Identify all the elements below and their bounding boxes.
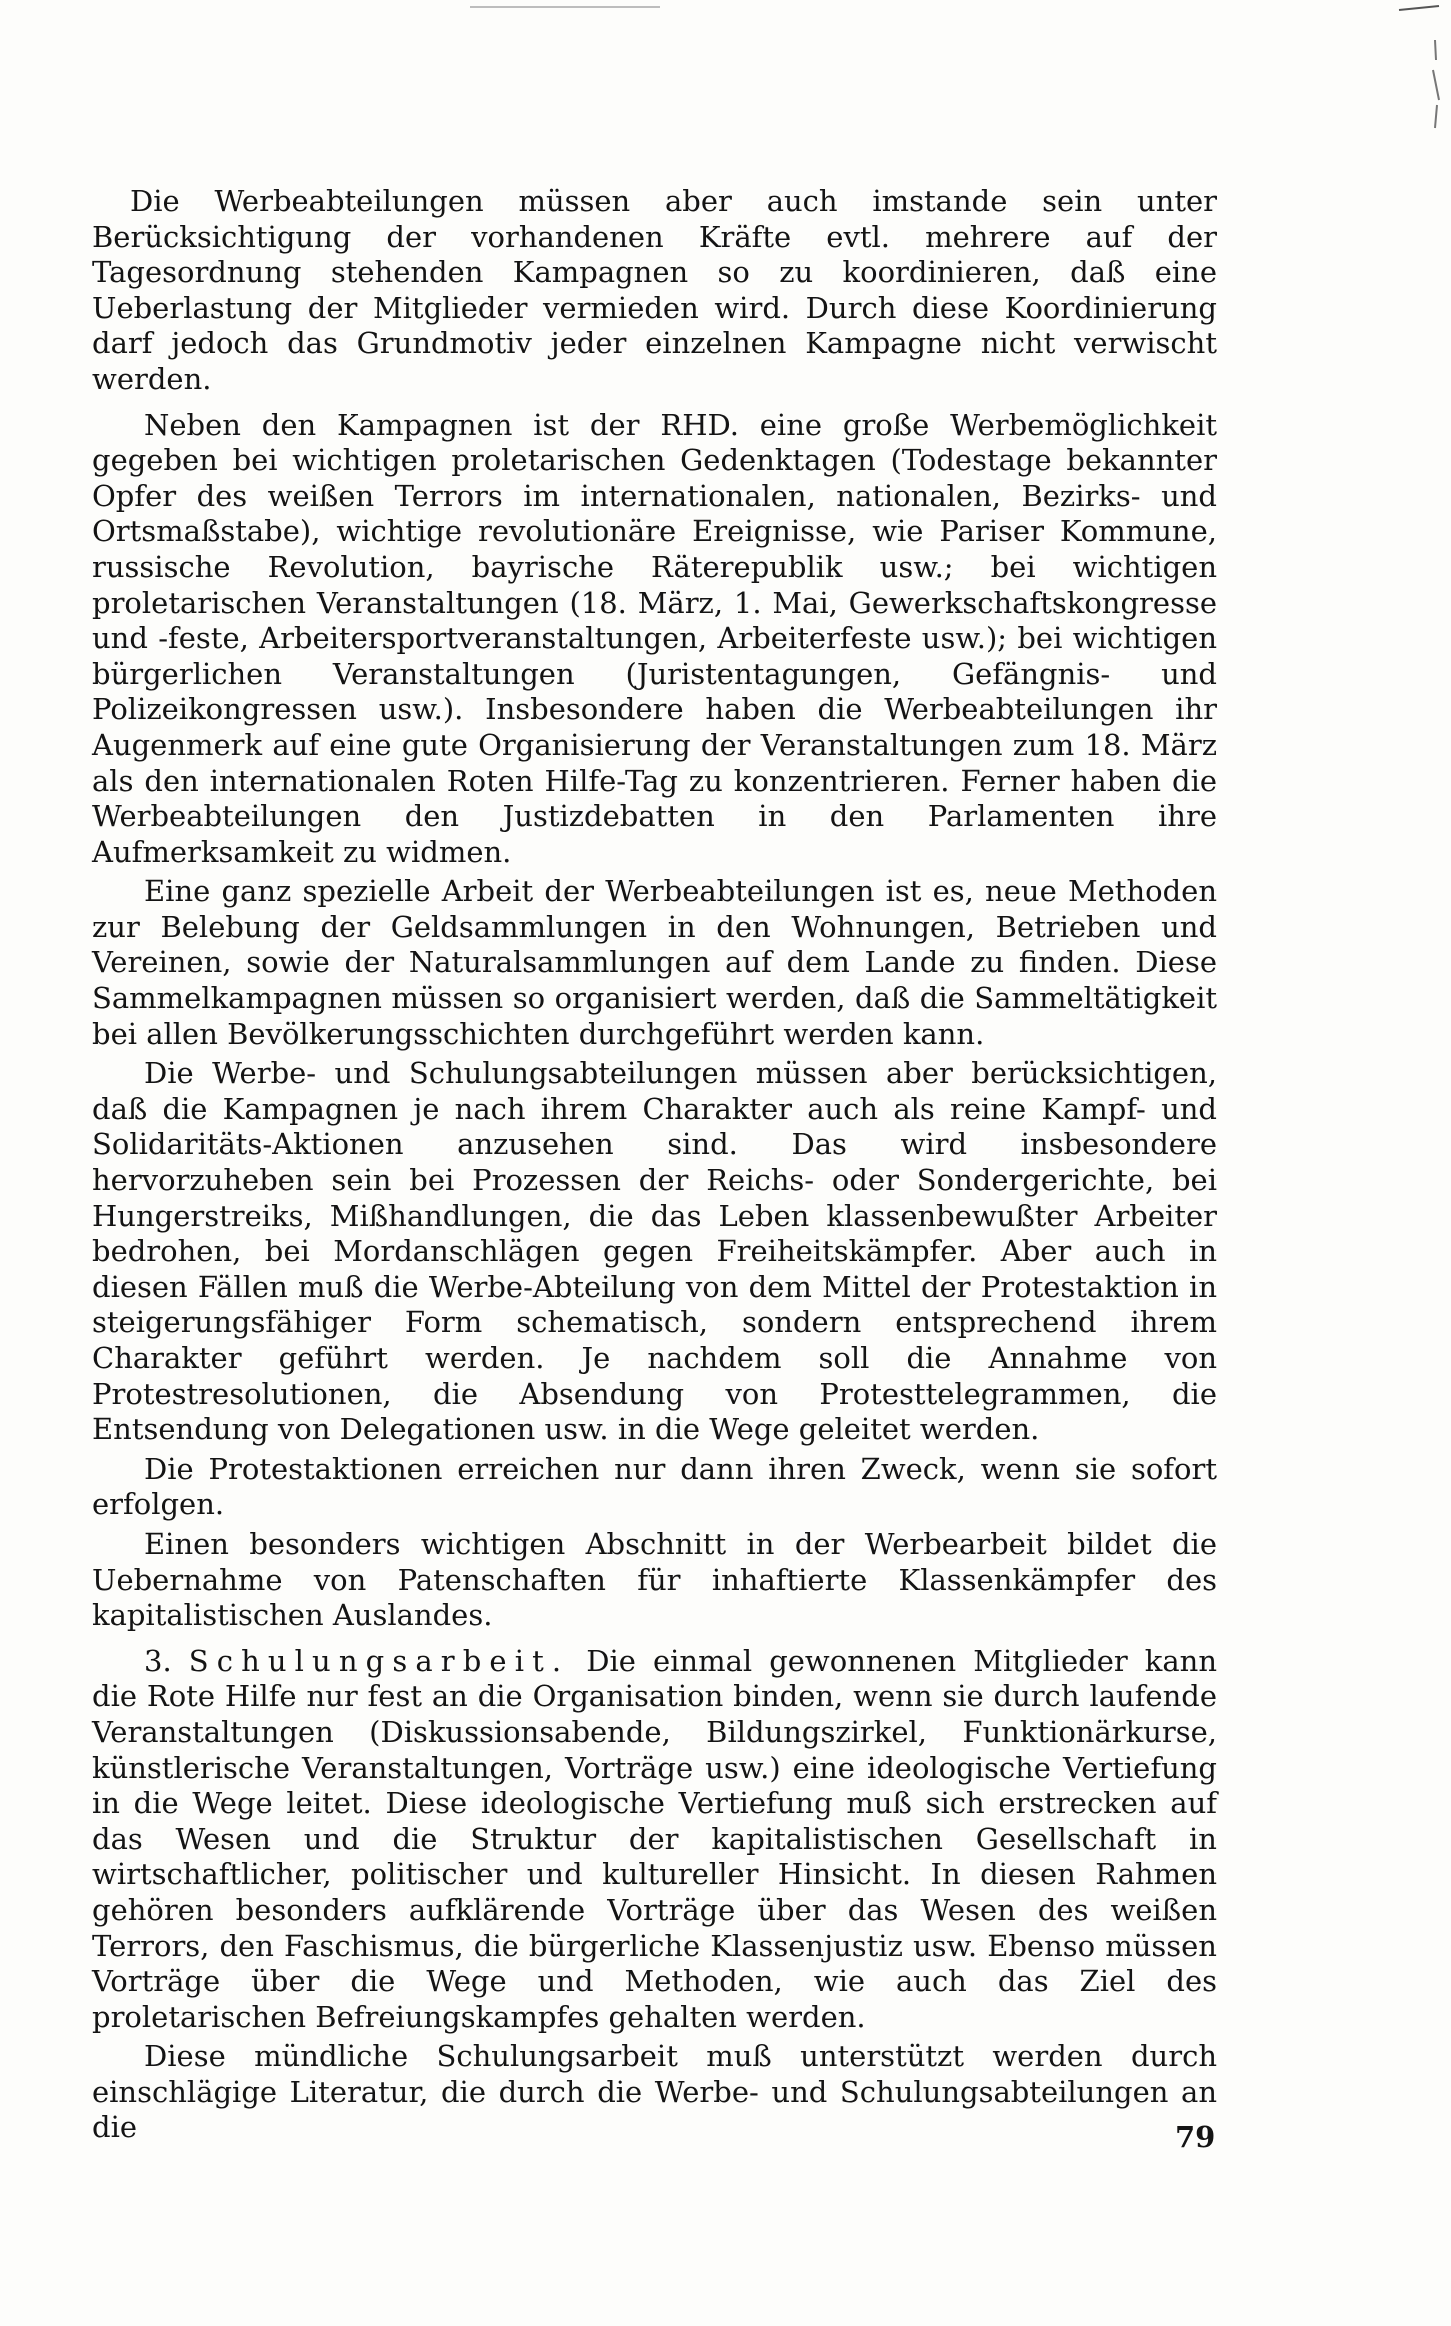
- section-paragraph: [92, 1644, 1217, 2036]
- paragraph-6: Einen besonders wichtigen Abschnitt in der Werbearbeit bildet die Uebernahme von Patenschaften für inhaftierte Klassenkämpfer des kapitalistischen Auslandes.: [92, 1526, 1217, 1633]
- section-number: 3.: [144, 1643, 172, 1678]
- body-text: [92, 184, 1217, 2146]
- page-number: 79: [1175, 2120, 1216, 2154]
- paragraph-5: Die Protestaktionen erreichen nur dann ihren Zweck, wenn sie sofort erfolgen.: [92, 1451, 1217, 1522]
- paragraph-1: Die Werbeabteilungen müssen aber auch imstande sein unter Berücksichtigung der vorhandenen Kräfte evtl. mehrere auf der Tagesordnung stehenden Kampagnen so zu koordinieren, daß eine Ueberlastung der Mitglieder vermieden wird. Durch diese Koordinierung darf jedoch das Grundmotiv jeder einzelnen Kampagne nicht verwischt werden.: [92, 184, 1217, 396]
- paragraph-2: Neben den Kampagnen ist der RHD. eine große Werbemöglichkeit gegeben bei wichtigen proletarischen Gedenktagen (Todestage bekannter Opfer des weißen Terrors im internationalen, nationalen, Bezirks- und Ortsmaßstabe), wichtige revolutionäre Ereignisse, wie Pariser Kommune, russische Revolution, bayrische Räterepublik usw.; bei wichtigen proletarischen Veranstaltungen (18. März, 1. Mai, Gewerkschaftskongresse und -feste, Arbeitersportveranstaltungen, Arbeiterfeste usw.); bei wichtigen bürgerlichen Veranstaltungen (Juristentagungen, Gefängnis- und Polizeikongressen usw.). Insbesondere haben die Werbeabteilungen ihr Augenmerk auf eine gute Organisierung der Veranstaltungen zum 18. März als den internationalen Roten Hilfe-Tag zu konzentrieren. Ferner haben die Werbeabteilungen den Justizdebatten in den Parlamenten ihre Aufmerksamkeit zu widmen.: [92, 407, 1217, 869]
- section-text: Die einmal gewonnenen Mitglieder kann die Rote Hilfe nur fest an die Organisation binden, wenn sie durch laufende Veranstaltungen (Diskussionsabende, Bildungszirkel, Funktionärkurse, künstlerische Veranstaltungen, Vorträge usw.) eine ideologische Vertiefung in die Wege leitet. Diese ideologische Vertiefung muß sich erstrecken auf das Wesen und die Struktur der kapitalistischen Gesellschaft in wirtschaftlicher, politischer und kultureller Hinsicht. In diesen Rahmen gehören besonders aufklärende Vorträge über das Wesen des weißen Terrors, den Faschismus, die bürgerliche Klassenjustiz usw. Ebenso müssen Vorträge über die Wege und Methoden, wie auch das Ziel des proletarischen Befreiungskampfes gehalten werden.: [92, 1643, 1218, 2034]
- paragraph-4: Die Werbe- und Schulungsabteilungen müssen aber berücksichtigen, daß die Kampagnen je nach ihrem Charakter auch als reine Kampf- und Solidaritäts-Aktionen anzusehen sind. Das wird insbesondere hervorzuheben sein bei Prozessen der Reichs- oder Sondergerichte, bei Hungerstreiks, Mißhandlungen, die das Leben klassenbewußter Arbeiter bedrohen, bei Mordanschlägen gegen Freiheitskämpfer. Aber auch in diesen Fällen muß die Werbe-Abteilung von dem Mittel der Protestaktion in steigerungsfähiger Form schematisch, sondern entsprechend ihrem Charakter geführt werden. Je nachdem soll die Annahme von Protestresolutionen, die Absendung von Protesttelegrammen, die Entsendung von Delegationen usw. in die Wege geleitet werden.: [92, 1056, 1217, 1447]
- scan-edge-marks: [1395, 0, 1445, 140]
- section-heading: Schulungsarbeit.: [188, 1643, 570, 1678]
- paragraph-3: Eine ganz spezielle Arbeit der Werbeabteilungen ist es, neue Methoden zur Belebung der Geldsammlungen in den Wohnungen, Betrieben und Vereinen, sowie der Naturalsammlungen auf dem Lande zu finden. Diese Sammelkampagnen müssen so organisiert werden, daß die Sammeltätigkeit bei allen Bevölkerungsschichten durchgeführt werden kann.: [92, 874, 1217, 1051]
- scan-artifact-line: [470, 6, 660, 8]
- final-paragraph: Diese mündliche Schulungsarbeit muß unterstützt werden durch einschlägige Literatur, die durch die Werbe- und Schulungsabteilungen an die: [92, 2039, 1217, 2145]
